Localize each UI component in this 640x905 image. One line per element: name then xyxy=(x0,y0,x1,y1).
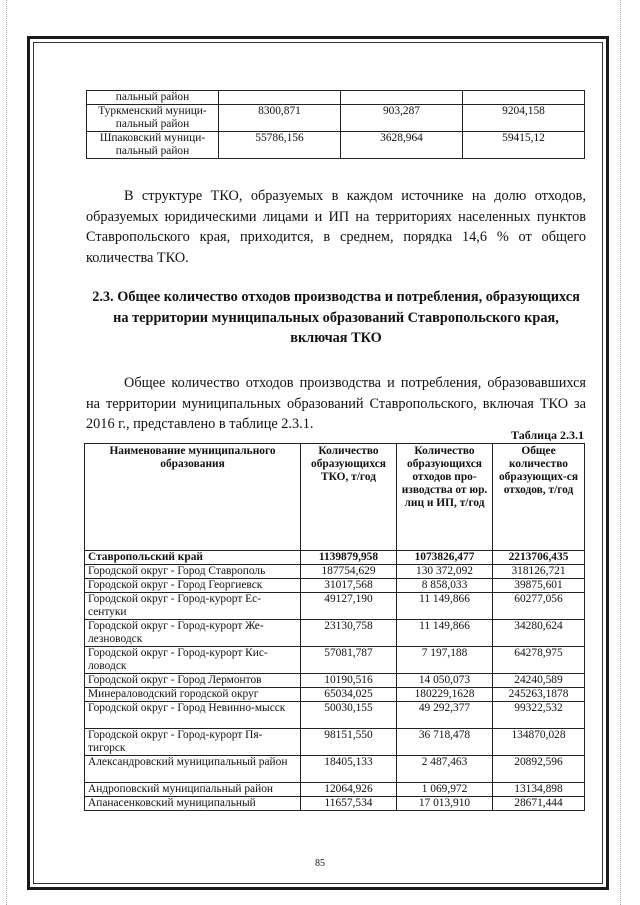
row-value-total: 20892,596 xyxy=(493,756,585,783)
row-value-total: 2213706,435 xyxy=(493,551,585,565)
table-row xyxy=(85,797,585,811)
row-value-total: 60277,056 xyxy=(493,593,585,620)
section-heading: 2.3. Общее количество отходов производства и потребления, образующихся на территории муниципальных образований Ставропольского края, включая ТКО xyxy=(92,289,580,346)
row-value-ul: 36 718,478 xyxy=(397,729,493,756)
row-value-ul: 1 069,972 xyxy=(397,783,493,797)
table-row xyxy=(85,783,585,797)
waste-table xyxy=(84,443,585,811)
row-value-total: 28671,444 xyxy=(493,797,585,811)
row-value-ul: 14 050,073 xyxy=(397,674,493,688)
row-value-tko: 187754,629 xyxy=(301,565,397,579)
header-total: Общее количество образующих-ся отходов, т/год xyxy=(493,444,585,551)
row-value-total: 34280,624 xyxy=(493,620,585,647)
row-value-tko: 1139879,958 xyxy=(301,551,397,565)
row-name: Александровский муниципальный район xyxy=(85,756,301,783)
row-value-ul: 49 292,377 xyxy=(397,702,493,729)
row-name: Ставропольский край xyxy=(85,551,301,565)
row-value-total: 318126,721 xyxy=(493,565,585,579)
row-value-ul: 11 149,866 xyxy=(397,593,493,620)
row-value-tko: 49127,190 xyxy=(301,593,397,620)
table-header-row xyxy=(85,444,585,551)
header-legal-entities: Количество образующихся отходов про-изводства от юр. лиц и ИП, т/год xyxy=(397,444,493,551)
paragraph-total-waste: Общее количество отходов производства и потребления, образовавшихся на территории муниципальных образований Ставропольского, включая ТКО за 2016 г., представлено в таблице 2.3.1. xyxy=(86,375,586,432)
row-name: Апанасенковский муниципальный xyxy=(85,797,301,811)
row-name: Городской округ - Город Лермонтов xyxy=(85,674,301,688)
row-name: Городской округ - Город-курорт Же-лезноводск xyxy=(85,620,301,647)
row-value-ul: 180229,1628 xyxy=(397,688,493,702)
table-row xyxy=(87,91,585,105)
top-table xyxy=(86,90,585,159)
row-value-total: 24240,589 xyxy=(493,674,585,688)
row-value-ul: 7 197,188 xyxy=(397,647,493,674)
row-value-total: 134870,028 xyxy=(493,729,585,756)
row-name: Городской округ - Город-курорт Кис-ловодск xyxy=(85,647,301,674)
table-row xyxy=(87,105,585,132)
row-value-ul: 2 487,463 xyxy=(397,756,493,783)
row-value-ul: 8 858,033 xyxy=(397,579,493,593)
paragraph-structure-tko: В структуре ТКО, образуемых в каждом источнике на долю отходов, образуемых юридическими лицами и ИП на территориях населенных пунктов Ставропольского края, приходится, в среднем, порядка 14,6 % от общего количества ТКО. xyxy=(86,188,586,266)
row-value-ul: 17 013,910 xyxy=(397,797,493,811)
row-name: Андроповский муниципальный район xyxy=(85,783,301,797)
table-row-total xyxy=(85,551,585,565)
row-value: 9204,158 xyxy=(463,105,585,132)
row-value-total: 64278,975 xyxy=(493,647,585,674)
table-row xyxy=(85,674,585,688)
row-value-tko: 50030,155 xyxy=(301,702,397,729)
table-row xyxy=(85,579,585,593)
table-row xyxy=(85,593,585,620)
row-value-tko: 31017,568 xyxy=(301,579,397,593)
table-row xyxy=(85,647,585,674)
header-tko: Количество образующихся ТКО, т/год xyxy=(301,444,397,551)
row-value-tko: 10190,516 xyxy=(301,674,397,688)
row-value-ul: 1073826,477 xyxy=(397,551,493,565)
row-name: Городской округ - Город Невинно-мысск xyxy=(85,702,301,729)
table-row xyxy=(85,565,585,579)
row-name: Городской округ - Город-курорт Ес-сентуки xyxy=(85,593,301,620)
table-row xyxy=(85,756,585,783)
row-value-tko: 23130,758 xyxy=(301,620,397,647)
row-value-tko: 11657,534 xyxy=(301,797,397,811)
table-row xyxy=(85,702,585,729)
row-value: 903,287 xyxy=(341,105,463,132)
row-value-ul: 130 372,092 xyxy=(397,565,493,579)
row-name: Городской округ - Город-курорт Пя-тигорск xyxy=(85,729,301,756)
page-number: 85 xyxy=(315,858,325,869)
row-value-total: 13134,898 xyxy=(493,783,585,797)
row-value-tko: 98151,550 xyxy=(301,729,397,756)
table-row xyxy=(85,688,585,702)
row-name: пальный район xyxy=(87,91,219,105)
row-value: 8300,871 xyxy=(219,105,341,132)
row-value: 59415,12 xyxy=(463,132,585,159)
row-value: 55786,156 xyxy=(219,132,341,159)
row-name: Туркменский муници-пальный район xyxy=(87,105,219,132)
row-name: Шпаковский муници-пальный район xyxy=(87,132,219,159)
table-caption: Таблица 2.3.1 xyxy=(511,428,584,442)
row-name: Городской округ - Город Ставрополь xyxy=(85,565,301,579)
row-value: 3628,964 xyxy=(341,132,463,159)
row-value-ul: 11 149,866 xyxy=(397,620,493,647)
table-row xyxy=(85,729,585,756)
header-name: Наименование муниципального образования xyxy=(85,444,301,551)
row-value-total: 245263,1878 xyxy=(493,688,585,702)
row-value-tko: 12064,926 xyxy=(301,783,397,797)
row-name: Минераловодский городской округ xyxy=(85,688,301,702)
row-value-tko: 18405,133 xyxy=(301,756,397,783)
row-name: Городской округ - Город Георгиевск xyxy=(85,579,301,593)
row-value-tko: 57081,787 xyxy=(301,647,397,674)
row-value-total: 39875,601 xyxy=(493,579,585,593)
table-row xyxy=(85,620,585,647)
table-row xyxy=(87,132,585,159)
row-value-total: 99322,532 xyxy=(493,702,585,729)
row-value-tko: 65034,025 xyxy=(301,688,397,702)
